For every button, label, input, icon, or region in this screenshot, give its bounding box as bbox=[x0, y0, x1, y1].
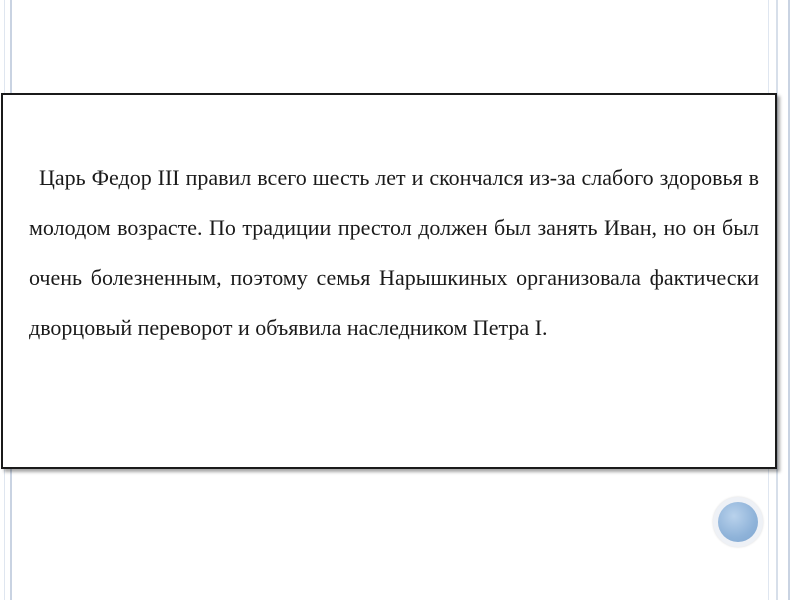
text-box bbox=[1, 93, 777, 469]
slide-nav-button[interactable] bbox=[713, 497, 763, 547]
body-paragraph: Царь Федор III правил всего шесть лет и скончался из-за слабого здоровья в молодом возрасте. По традиции престол должен был занять Иван, но он был очень болезненным, поэтому семья Нарышкиных организовала фактически дворцовый переворот и объявила наследником Петра I. bbox=[29, 165, 759, 340]
circle-button-icon bbox=[718, 502, 758, 542]
